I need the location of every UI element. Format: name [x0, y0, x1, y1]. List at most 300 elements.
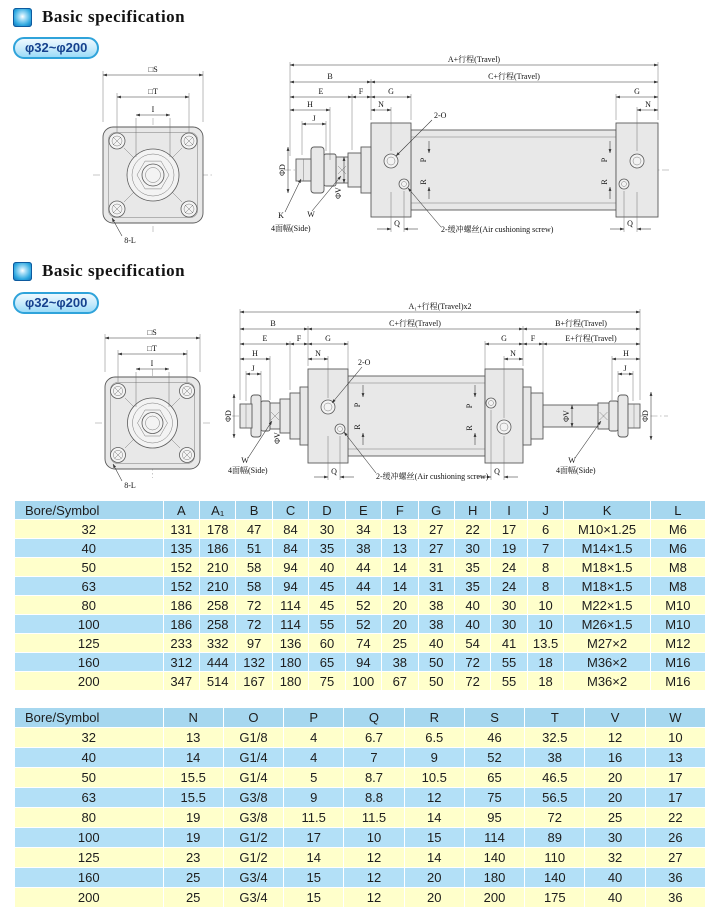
- bore-cell: 160: [15, 868, 164, 888]
- side-flats-label-right: 4面幅(Side): [556, 466, 596, 475]
- value-cell: 24: [491, 577, 527, 596]
- value-cell: 11.5: [344, 808, 404, 828]
- value-cell: 31: [418, 577, 454, 596]
- value-cell: 72: [454, 653, 490, 672]
- dim-label-w-right: W: [568, 456, 576, 465]
- dim-label-e: E: [262, 334, 268, 343]
- value-cell: 8.7: [344, 768, 404, 788]
- value-cell: 258: [199, 596, 235, 615]
- value-cell: 233: [163, 634, 199, 653]
- column-header: A₁: [199, 501, 235, 520]
- dim-label-b: B: [327, 72, 333, 81]
- value-cell: 15: [284, 888, 344, 908]
- value-cell: 27: [418, 520, 454, 539]
- bore-cell: 200: [15, 888, 164, 908]
- dim-label-phi-d: ΦD: [278, 164, 287, 176]
- value-cell: 25: [585, 808, 645, 828]
- value-cell: 23: [163, 848, 223, 868]
- value-cell: M12: [650, 634, 705, 653]
- dim-label-j: J: [312, 114, 316, 123]
- value-cell: 20: [585, 768, 645, 788]
- section-1-header: [13, 7, 185, 27]
- value-cell: 131: [163, 520, 199, 539]
- value-cell: 4: [284, 728, 344, 748]
- drawing-single-rod-cylinder: [0, 53, 720, 253]
- column-header: S: [464, 708, 524, 728]
- value-cell: M18×1.5: [564, 577, 650, 596]
- value-cell: 75: [309, 672, 345, 691]
- value-cell: 17: [645, 788, 705, 808]
- table-row: [15, 828, 706, 848]
- dim-label-h: H: [307, 100, 313, 109]
- value-cell: 35: [454, 558, 490, 577]
- value-cell: 13: [382, 539, 418, 558]
- dim-label-h: H: [252, 349, 258, 358]
- dim-label-r-right: R: [465, 425, 474, 431]
- dimension-table-2-wrap: [14, 707, 706, 908]
- dim-label-c-travel: C+行程(Travel): [389, 319, 441, 328]
- dimension-table-1: [14, 500, 706, 691]
- value-cell: 16: [585, 748, 645, 768]
- value-cell: 10: [527, 596, 564, 615]
- value-cell: M10×1.25: [564, 520, 650, 539]
- column-header: R: [404, 708, 464, 728]
- value-cell: 65: [464, 768, 524, 788]
- value-cell: 38: [418, 596, 454, 615]
- dim-label-n: N: [378, 100, 384, 109]
- dim-label-8-l: 8-L: [124, 236, 136, 245]
- table-row: [15, 888, 706, 908]
- value-cell: 52: [464, 748, 524, 768]
- value-cell: 30: [454, 539, 490, 558]
- value-cell: 8: [527, 577, 564, 596]
- value-cell: 94: [272, 577, 308, 596]
- value-cell: 18: [527, 672, 564, 691]
- value-cell: 17: [645, 768, 705, 788]
- dim-label-p: P: [353, 402, 362, 408]
- bullet-icon: [13, 8, 32, 27]
- table-row: [15, 728, 706, 748]
- column-header: G: [418, 501, 454, 520]
- value-cell: 136: [272, 634, 308, 653]
- value-cell: 97: [236, 634, 272, 653]
- bore-cell: 50: [15, 768, 164, 788]
- dim-label-t: □T: [148, 87, 158, 96]
- bore-cell: 40: [15, 748, 164, 768]
- value-cell: 17: [491, 520, 527, 539]
- dim-label-r: R: [353, 424, 362, 430]
- column-header: K: [564, 501, 650, 520]
- value-cell: 9: [404, 748, 464, 768]
- column-header: Q: [344, 708, 404, 728]
- double-rod-side-view: [224, 301, 668, 481]
- dim-label-c-travel: C+行程(Travel): [488, 72, 540, 81]
- value-cell: 38: [382, 653, 418, 672]
- table-row: [15, 520, 706, 539]
- bore-range-badge: φ32~φ200: [13, 292, 99, 314]
- dim-label-w: W: [307, 210, 315, 219]
- dim-label-i: I: [151, 105, 155, 114]
- value-cell: 22: [645, 808, 705, 828]
- value-cell: 56.5: [525, 788, 585, 808]
- column-header: H: [454, 501, 490, 520]
- dim-label-b-travel: B+行程(Travel): [555, 319, 607, 328]
- column-header: Bore/Symbol: [15, 501, 164, 520]
- value-cell: 35: [454, 577, 490, 596]
- value-cell: M6: [650, 520, 705, 539]
- dim-label-phi-v: ΦV: [273, 432, 282, 444]
- column-header: B: [236, 501, 272, 520]
- value-cell: 175: [525, 888, 585, 908]
- value-cell: M27×2: [564, 634, 650, 653]
- table-row: [15, 615, 706, 634]
- value-cell: 6: [527, 520, 564, 539]
- value-cell: 4: [284, 748, 344, 768]
- bore-cell: 80: [15, 596, 164, 615]
- value-cell: 41: [491, 634, 527, 653]
- value-cell: 10: [645, 728, 705, 748]
- value-cell: 152: [163, 577, 199, 596]
- value-cell: 30: [491, 615, 527, 634]
- value-cell: 94: [345, 653, 381, 672]
- value-cell: 75: [464, 788, 524, 808]
- table-row: [15, 848, 706, 868]
- value-cell: 40: [418, 634, 454, 653]
- value-cell: 55: [309, 615, 345, 634]
- table-row: [15, 558, 706, 577]
- value-cell: 347: [163, 672, 199, 691]
- value-cell: 12: [344, 868, 404, 888]
- value-cell: 94: [272, 558, 308, 577]
- value-cell: M18×1.5: [564, 558, 650, 577]
- column-header: Bore/Symbol: [15, 708, 164, 728]
- value-cell: 89: [525, 828, 585, 848]
- table-row: [15, 634, 706, 653]
- dim-label-e: E: [318, 87, 324, 96]
- value-cell: 12: [344, 848, 404, 868]
- value-cell: 100: [345, 672, 381, 691]
- cushion-screw-label: 2-缓冲螺丝(Air cushioning screw): [441, 225, 554, 234]
- value-cell: G3/8: [223, 788, 283, 808]
- value-cell: 32: [585, 848, 645, 868]
- value-cell: 14: [284, 848, 344, 868]
- value-cell: 30: [309, 520, 345, 539]
- table-row: [15, 768, 706, 788]
- value-cell: 13: [645, 748, 705, 768]
- value-cell: 180: [272, 672, 308, 691]
- value-cell: 54: [454, 634, 490, 653]
- value-cell: 167: [236, 672, 272, 691]
- value-cell: 11.5: [284, 808, 344, 828]
- column-header: J: [527, 501, 564, 520]
- table-row: [15, 788, 706, 808]
- value-cell: 30: [491, 596, 527, 615]
- value-cell: 50: [418, 653, 454, 672]
- column-header: C: [272, 501, 308, 520]
- dim-label-phi-d: ΦD: [224, 410, 233, 422]
- value-cell: 20: [382, 615, 418, 634]
- port-label: 2-O: [434, 111, 447, 120]
- value-cell: 26: [645, 828, 705, 848]
- dim-label-p: P: [419, 157, 428, 163]
- column-header: L: [650, 501, 705, 520]
- dim-label-g: G: [325, 334, 331, 343]
- dim-label-f-right: F: [530, 334, 536, 343]
- value-cell: 52: [345, 596, 381, 615]
- value-cell: 60: [309, 634, 345, 653]
- value-cell: 72: [236, 615, 272, 634]
- value-cell: 72: [236, 596, 272, 615]
- bore-cell: 50: [15, 558, 164, 577]
- value-cell: 7: [527, 539, 564, 558]
- value-cell: 44: [345, 558, 381, 577]
- column-header: T: [525, 708, 585, 728]
- drawing-double-rod-cylinder: [0, 298, 720, 496]
- value-cell: 17: [284, 828, 344, 848]
- cushion-screw-label: 2-缓冲螺丝(Air cushioning screw): [376, 472, 489, 481]
- value-cell: 210: [199, 558, 235, 577]
- section-title: Basic specification: [42, 261, 186, 280]
- value-cell: G1/8: [223, 728, 283, 748]
- column-header: A: [163, 501, 199, 520]
- value-cell: G1/4: [223, 768, 283, 788]
- dim-label-n-right: N: [510, 349, 516, 358]
- dim-label-g-right: G: [501, 334, 507, 343]
- column-header: D: [309, 501, 345, 520]
- column-header: V: [585, 708, 645, 728]
- value-cell: M10: [650, 615, 705, 634]
- table-row: [15, 653, 706, 672]
- value-cell: 47: [236, 520, 272, 539]
- value-cell: 46: [464, 728, 524, 748]
- bore-cell: 32: [15, 520, 164, 539]
- value-cell: 180: [272, 653, 308, 672]
- value-cell: 31: [418, 558, 454, 577]
- dim-label-q-right: Q: [627, 219, 633, 228]
- dim-label-e-travel: E+行程(Travel): [565, 334, 617, 343]
- value-cell: 65: [309, 653, 345, 672]
- value-cell: 12: [344, 888, 404, 908]
- value-cell: 19: [163, 808, 223, 828]
- value-cell: 13: [382, 520, 418, 539]
- flange-front-view: [93, 65, 213, 245]
- value-cell: 114: [272, 596, 308, 615]
- dimension-table-2: [14, 707, 706, 908]
- value-cell: 152: [163, 558, 199, 577]
- value-cell: 14: [382, 558, 418, 577]
- value-cell: M8: [650, 577, 705, 596]
- value-cell: M8: [650, 558, 705, 577]
- value-cell: 135: [163, 539, 199, 558]
- value-cell: 44: [345, 577, 381, 596]
- dim-label-g: G: [388, 87, 394, 96]
- value-cell: 200: [464, 888, 524, 908]
- value-cell: 114: [272, 615, 308, 634]
- value-cell: 25: [163, 868, 223, 888]
- column-header: N: [163, 708, 223, 728]
- value-cell: 19: [491, 539, 527, 558]
- value-cell: 84: [272, 520, 308, 539]
- value-cell: 18: [527, 653, 564, 672]
- value-cell: 22: [454, 520, 490, 539]
- value-cell: M14×1.5: [564, 539, 650, 558]
- value-cell: M16: [650, 672, 705, 691]
- value-cell: 444: [199, 653, 235, 672]
- dim-label-r: R: [419, 179, 428, 185]
- value-cell: 186: [163, 596, 199, 615]
- value-cell: 40: [454, 596, 490, 615]
- value-cell: 7: [344, 748, 404, 768]
- value-cell: 36: [645, 888, 705, 908]
- value-cell: 40: [454, 615, 490, 634]
- dim-label-phi-v: ΦV: [334, 187, 343, 199]
- value-cell: 15: [404, 828, 464, 848]
- value-cell: G3/8: [223, 808, 283, 828]
- value-cell: 24: [491, 558, 527, 577]
- dim-label-p-right: P: [465, 403, 474, 409]
- value-cell: 12: [585, 728, 645, 748]
- bore-cell: 160: [15, 653, 164, 672]
- value-cell: 40: [585, 868, 645, 888]
- value-cell: 27: [645, 848, 705, 868]
- table-row: [15, 672, 706, 691]
- value-cell: 6.5: [404, 728, 464, 748]
- value-cell: 51: [236, 539, 272, 558]
- value-cell: 72: [454, 672, 490, 691]
- value-cell: 9: [284, 788, 344, 808]
- value-cell: 186: [163, 615, 199, 634]
- value-cell: 140: [464, 848, 524, 868]
- side-flats-label: 4面幅(Side): [271, 224, 311, 233]
- value-cell: 6.7: [344, 728, 404, 748]
- dim-label-n: N: [315, 349, 321, 358]
- table-row: [15, 539, 706, 558]
- value-cell: 114: [464, 828, 524, 848]
- value-cell: 36: [645, 868, 705, 888]
- value-cell: 178: [199, 520, 235, 539]
- value-cell: M10: [650, 596, 705, 615]
- value-cell: 20: [382, 596, 418, 615]
- value-cell: 84: [272, 539, 308, 558]
- table-row: [15, 596, 706, 615]
- value-cell: M36×2: [564, 653, 650, 672]
- value-cell: 38: [345, 539, 381, 558]
- table-row: [15, 808, 706, 828]
- value-cell: 140: [525, 868, 585, 888]
- bore-cell: 80: [15, 808, 164, 828]
- value-cell: 30: [585, 828, 645, 848]
- value-cell: 186: [199, 539, 235, 558]
- bore-cell: 100: [15, 615, 164, 634]
- value-cell: G1/2: [223, 828, 283, 848]
- value-cell: 20: [404, 868, 464, 888]
- value-cell: 10: [527, 615, 564, 634]
- bore-cell: 200: [15, 672, 164, 691]
- value-cell: M22×1.5: [564, 596, 650, 615]
- header-row: [15, 708, 706, 728]
- value-cell: 45: [309, 577, 345, 596]
- dim-label-q: Q: [394, 219, 400, 228]
- value-cell: M26×1.5: [564, 615, 650, 634]
- value-cell: 258: [199, 615, 235, 634]
- value-cell: M36×2: [564, 672, 650, 691]
- dim-label-w: W: [241, 456, 249, 465]
- value-cell: 132: [236, 653, 272, 672]
- dim-label-s: □S: [147, 328, 157, 337]
- value-cell: 74: [345, 634, 381, 653]
- bore-cell: 40: [15, 539, 164, 558]
- value-cell: 14: [163, 748, 223, 768]
- value-cell: 14: [404, 848, 464, 868]
- value-cell: 32.5: [525, 728, 585, 748]
- value-cell: 35: [309, 539, 345, 558]
- value-cell: 38: [525, 748, 585, 768]
- value-cell: 110: [525, 848, 585, 868]
- value-cell: 12: [404, 788, 464, 808]
- value-cell: 15: [284, 868, 344, 888]
- dimension-table-1-wrap: [14, 500, 706, 691]
- value-cell: 19: [163, 828, 223, 848]
- value-cell: 13: [163, 728, 223, 748]
- bore-cell: 63: [15, 577, 164, 596]
- bore-cell: 125: [15, 848, 164, 868]
- dim-label-f: F: [296, 334, 302, 343]
- value-cell: 20: [404, 888, 464, 908]
- header-row: [15, 501, 706, 520]
- table-row: [15, 577, 706, 596]
- value-cell: 8.8: [344, 788, 404, 808]
- dim-label-j-right: J: [623, 364, 627, 373]
- bore-range-badge: φ32~φ200: [13, 37, 99, 59]
- column-header: F: [382, 501, 418, 520]
- dim-label-a1-travel: A₁+行程(Travel)x2: [408, 302, 472, 311]
- dim-label-t: □T: [147, 344, 157, 353]
- value-cell: 10: [344, 828, 404, 848]
- dim-label-k: K: [278, 211, 284, 220]
- section-title: Basic specification: [42, 7, 186, 26]
- dim-label-r-right: R: [600, 179, 609, 185]
- table-row: [15, 748, 706, 768]
- value-cell: 38: [418, 615, 454, 634]
- value-cell: 5: [284, 768, 344, 788]
- value-cell: 13.5: [527, 634, 564, 653]
- dim-label-n-right: N: [645, 100, 651, 109]
- value-cell: 27: [418, 539, 454, 558]
- dim-label-8-l: 8-L: [124, 481, 136, 490]
- dim-label-h-right: H: [623, 349, 629, 358]
- dim-label-s: □S: [148, 65, 158, 74]
- value-cell: 95: [464, 808, 524, 828]
- dim-label-i: I: [150, 359, 154, 368]
- side-flats-label: 4面幅(Side): [228, 466, 268, 475]
- value-cell: 40: [585, 888, 645, 908]
- table-row: [15, 868, 706, 888]
- value-cell: G1/4: [223, 748, 283, 768]
- value-cell: 180: [464, 868, 524, 888]
- value-cell: 40: [309, 558, 345, 577]
- value-cell: 58: [236, 577, 272, 596]
- value-cell: 72: [525, 808, 585, 828]
- value-cell: 46.5: [525, 768, 585, 788]
- column-header: O: [223, 708, 283, 728]
- dim-label-b: B: [270, 319, 276, 328]
- value-cell: 312: [163, 653, 199, 672]
- cylinder-side-view: [271, 54, 670, 234]
- value-cell: G3/4: [223, 888, 283, 908]
- dim-label-g-right: G: [634, 87, 640, 96]
- value-cell: 45: [309, 596, 345, 615]
- dim-label-phi-v-right: ΦV: [562, 410, 571, 422]
